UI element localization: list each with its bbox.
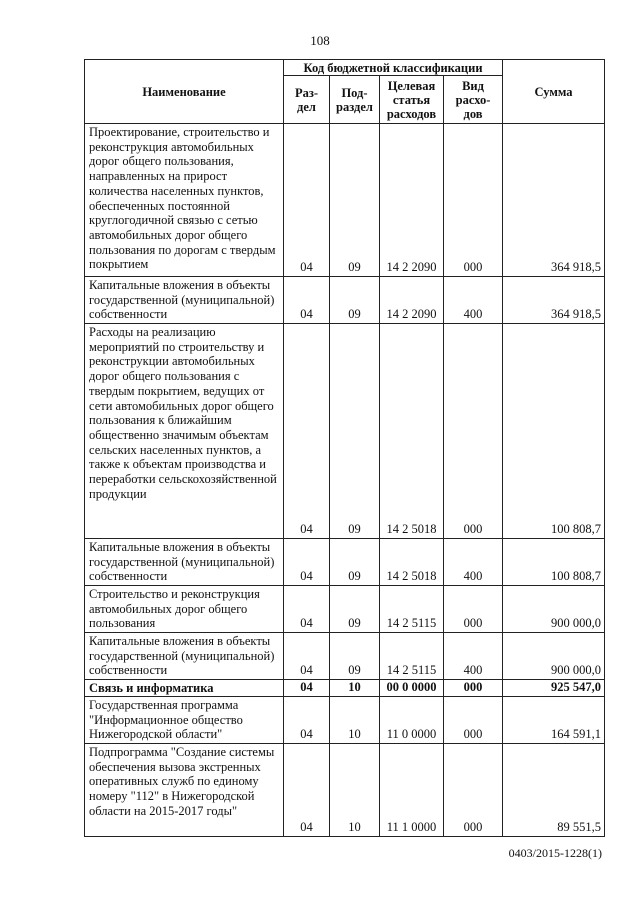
table-row xyxy=(85,539,605,586)
document-code: 0403/2015-1228(1) xyxy=(508,846,602,860)
row-sum: 164 591,1 xyxy=(503,697,605,744)
row-subsection: 09 xyxy=(330,324,380,539)
row-expense-type: 000 xyxy=(444,586,503,633)
table-row xyxy=(85,697,605,744)
row-sum: 364 918,5 xyxy=(503,277,605,324)
row-sum: 89 551,5 xyxy=(503,744,605,837)
row-target-item: 14 2 2090 xyxy=(380,124,444,277)
header-expense-type: Вид расхо- дов xyxy=(444,76,503,124)
row-subsection: 09 xyxy=(330,124,380,277)
row-expense-type: 000 xyxy=(444,680,503,697)
row-expense-type: 000 xyxy=(444,697,503,744)
row-sum: 364 918,5 xyxy=(503,124,605,277)
row-target-item: 14 2 5115 xyxy=(380,586,444,633)
header-sum: Сумма xyxy=(503,60,605,124)
row-subsection: 09 xyxy=(330,277,380,324)
row-name: Связь и информатика xyxy=(85,680,284,697)
header-budget-classification: Код бюджетной классификации xyxy=(284,60,503,76)
header-subsection: Под- раздел xyxy=(330,76,380,124)
row-name: Строительство и реконструкция автомобильных дорог общего пользования xyxy=(85,586,284,633)
row-sum: 900 000,0 xyxy=(503,633,605,680)
table-row xyxy=(85,633,605,680)
row-sum: 100 808,7 xyxy=(503,539,605,586)
row-name: Капитальные вложения в объекты государственной (муниципальной) собственности xyxy=(85,539,284,586)
row-expense-type: 000 xyxy=(444,124,503,277)
row-section: 04 xyxy=(284,586,330,633)
budget-classification-table xyxy=(84,59,605,837)
row-target-item: 14 2 2090 xyxy=(380,277,444,324)
row-subsection: 10 xyxy=(330,697,380,744)
row-target-item: 14 2 5115 xyxy=(380,633,444,680)
row-section: 04 xyxy=(284,539,330,586)
table-row xyxy=(85,680,605,697)
row-section: 04 xyxy=(284,697,330,744)
row-target-item: 11 1 0000 xyxy=(380,744,444,837)
row-expense-type: 000 xyxy=(444,324,503,539)
row-name: Капитальные вложения в объекты государственной (муниципальной) собственности xyxy=(85,633,284,680)
row-name: Расходы на реализацию мероприятий по строительству и реконструкции автомобильных дорог общего пользования с твердым покрытием, ведущих от сети автомобильных дорог общего пользования к ближайшим общественно значимым объектам сельских населенных пунктов, а также к объектам производства и переработки сельскохозяйственной продукции xyxy=(85,324,284,539)
row-section: 04 xyxy=(284,124,330,277)
table-row xyxy=(85,324,605,539)
row-subsection: 09 xyxy=(330,586,380,633)
table-row xyxy=(85,277,605,324)
page-number: 108 xyxy=(310,33,330,48)
row-subsection: 10 xyxy=(330,680,380,697)
row-subsection: 10 xyxy=(330,744,380,837)
row-sum: 100 808,7 xyxy=(503,324,605,539)
row-target-item: 00 0 0000 xyxy=(380,680,444,697)
row-name: Проектирование, строительство и реконструкция автомобильных дорог общего пользования, направленных на прирост количества населенных пунктов, обеспеченных постоянной круглогодичной связью с сетью автомобильных дорог общего пользования по дорогам с твердым покрытием xyxy=(85,124,284,277)
row-subsection: 09 xyxy=(330,633,380,680)
row-subsection: 09 xyxy=(330,539,380,586)
row-target-item: 14 2 5018 xyxy=(380,324,444,539)
row-section: 04 xyxy=(284,633,330,680)
table-row xyxy=(85,744,605,837)
row-expense-type: 400 xyxy=(444,277,503,324)
row-expense-type: 400 xyxy=(444,539,503,586)
row-section: 04 xyxy=(284,277,330,324)
header-section: Раз- дел xyxy=(284,76,330,124)
row-target-item: 11 0 0000 xyxy=(380,697,444,744)
row-sum: 900 000,0 xyxy=(503,586,605,633)
table-row xyxy=(85,586,605,633)
row-name: Государственная программа "Информационное общество Нижегородской области" xyxy=(85,697,284,744)
row-sum: 925 547,0 xyxy=(503,680,605,697)
row-name: Капитальные вложения в объекты государственной (муниципальной) собственности xyxy=(85,277,284,324)
header-name: Наименование xyxy=(85,60,284,124)
row-section: 04 xyxy=(284,324,330,539)
row-expense-type: 400 xyxy=(444,633,503,680)
row-expense-type: 000 xyxy=(444,744,503,837)
row-name: Подпрограмма "Создание системы обеспечения вызова экстренных оперативных служб по единому номеру "112" в Нижегородской области на 2015-2017 годы" xyxy=(85,744,284,837)
table-row xyxy=(85,124,605,277)
header-target-item: Целевая статья расходов xyxy=(380,76,444,124)
row-section: 04 xyxy=(284,680,330,697)
row-target-item: 14 2 5018 xyxy=(380,539,444,586)
row-section: 04 xyxy=(284,744,330,837)
